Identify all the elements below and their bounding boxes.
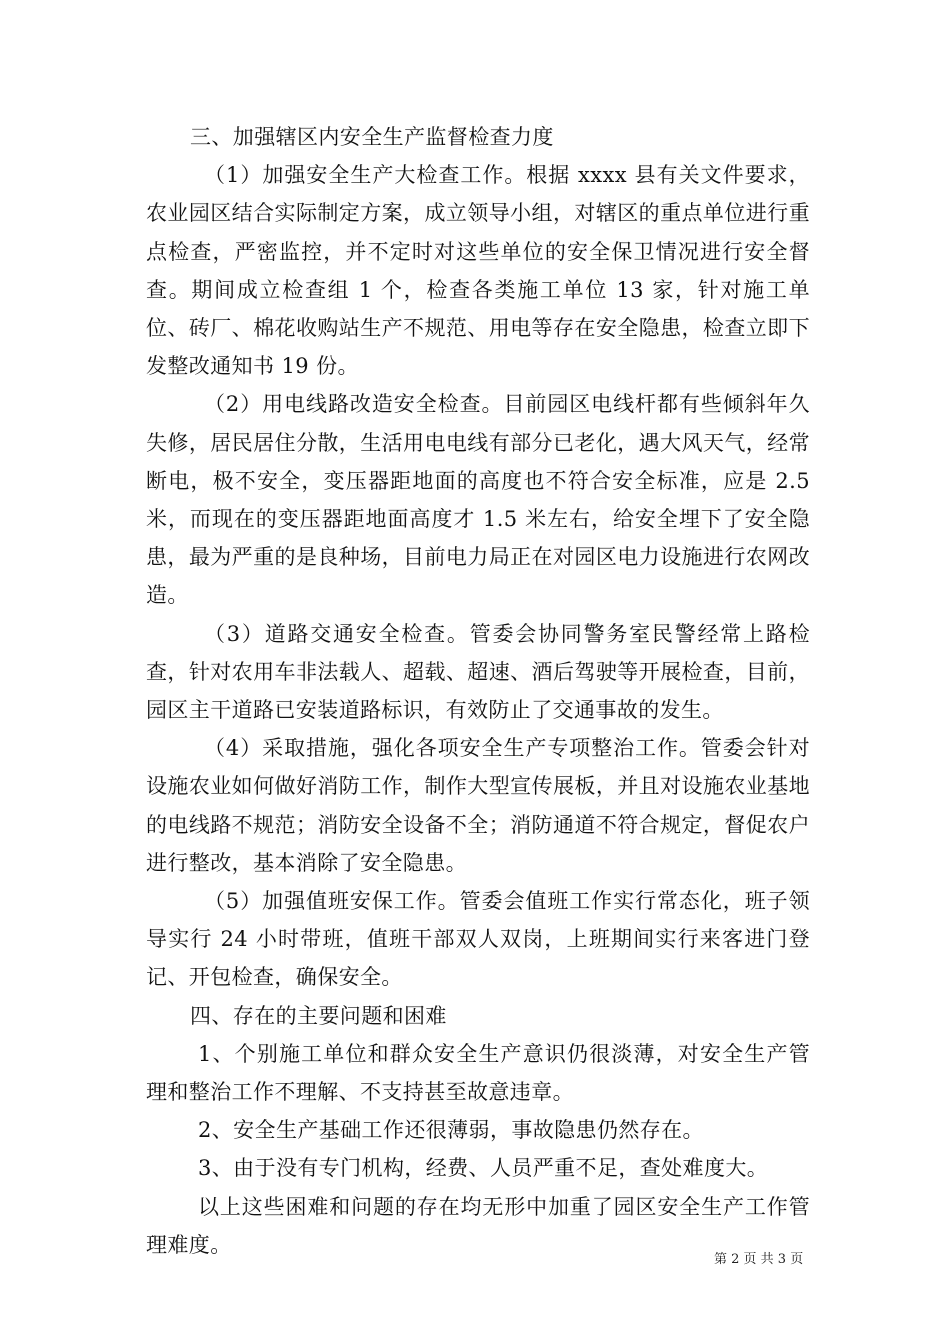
problem-item-2: 2、安全生产基础工作还很薄弱，事故隐患仍然存在。 [198,1118,704,1143]
paragraph-power-line-inspection: （2）用电线路改造安全检查。目前园区电线杆都有些倾斜年久失修，居民居住分散，生活用电电线有部分已老化，遇大风天气，经常断电，极不安全，变压器距地面的高度也不符合安全标准，应是 2.5 米，而现在的变压器距地面高度才 1.5 米左右，给安全埋下了安全隐患，最为严重的是良种场，目前电力局正在对园区电力设施进行农网改造。 [146,392,810,608]
page-number: 第 2 页 共 3 页 [714,1252,804,1267]
problem-item-3: 3、由于没有专门机构，经费、人员严重不足，查处难度大。 [198,1156,769,1181]
paragraph-inspection-work: （1）加强安全生产大检查工作。根据 xxxx 县有关文件要求，农业园区结合实际制定方案，成立领导小组，对辖区的重点单位进行重点检查，严密监控，并不定时对这些单位的安全保卫情况进行安全督查。期间成立检查组 1 个，检查各类施工单位 13 家，针对施工单位、砖厂、棉花收购站生产不规范、用电等存在安全隐患，检查立即下发整改通知书 19 份。 [146,163,810,379]
paragraph-duty-security: （5）加强值班安保工作。管委会值班工作实行常态化，班子领导实行 24 小时带班，值班干部双人双岗，上班期间实行来客进门登记、开包检查，确保安全。 [146,889,810,990]
section-heading-3: 三、加强辖区内安全生产监督检查力度 [190,125,554,149]
paragraph-road-traffic-inspection: （3）道路交通安全检查。管委会协同警务室民警经常上路检查，针对农用车非法载人、超载、超速、酒后驾驶等开展检查，目前，园区主干道路已安装道路标识，有效防止了交通事故的发生。 [146,621,810,723]
closing-paragraph: 以上这些困难和问题的存在均无形中加重了园区安全生产工作管理难度。 [146,1194,810,1257]
problem-item-1: 1、个别施工单位和群众安全生产意识仍很淡薄，对安全生产管理和整治工作不理解、不支持甚至故意违章。 [146,1041,810,1105]
document-body [146,118,810,1264]
paragraph-special-rectification: （4）采取措施，强化各项安全生产专项整治工作。管委会针对设施农业如何做好消防工作，制作大型宣传展板，并且对设施农业基地的电线路不规范；消防安全设备不全；消防通道不符合规定，督促农户进行整改，基本消除了安全隐患。 [146,736,810,875]
section-heading-4: 四、存在的主要问题和困难 [190,1003,447,1028]
